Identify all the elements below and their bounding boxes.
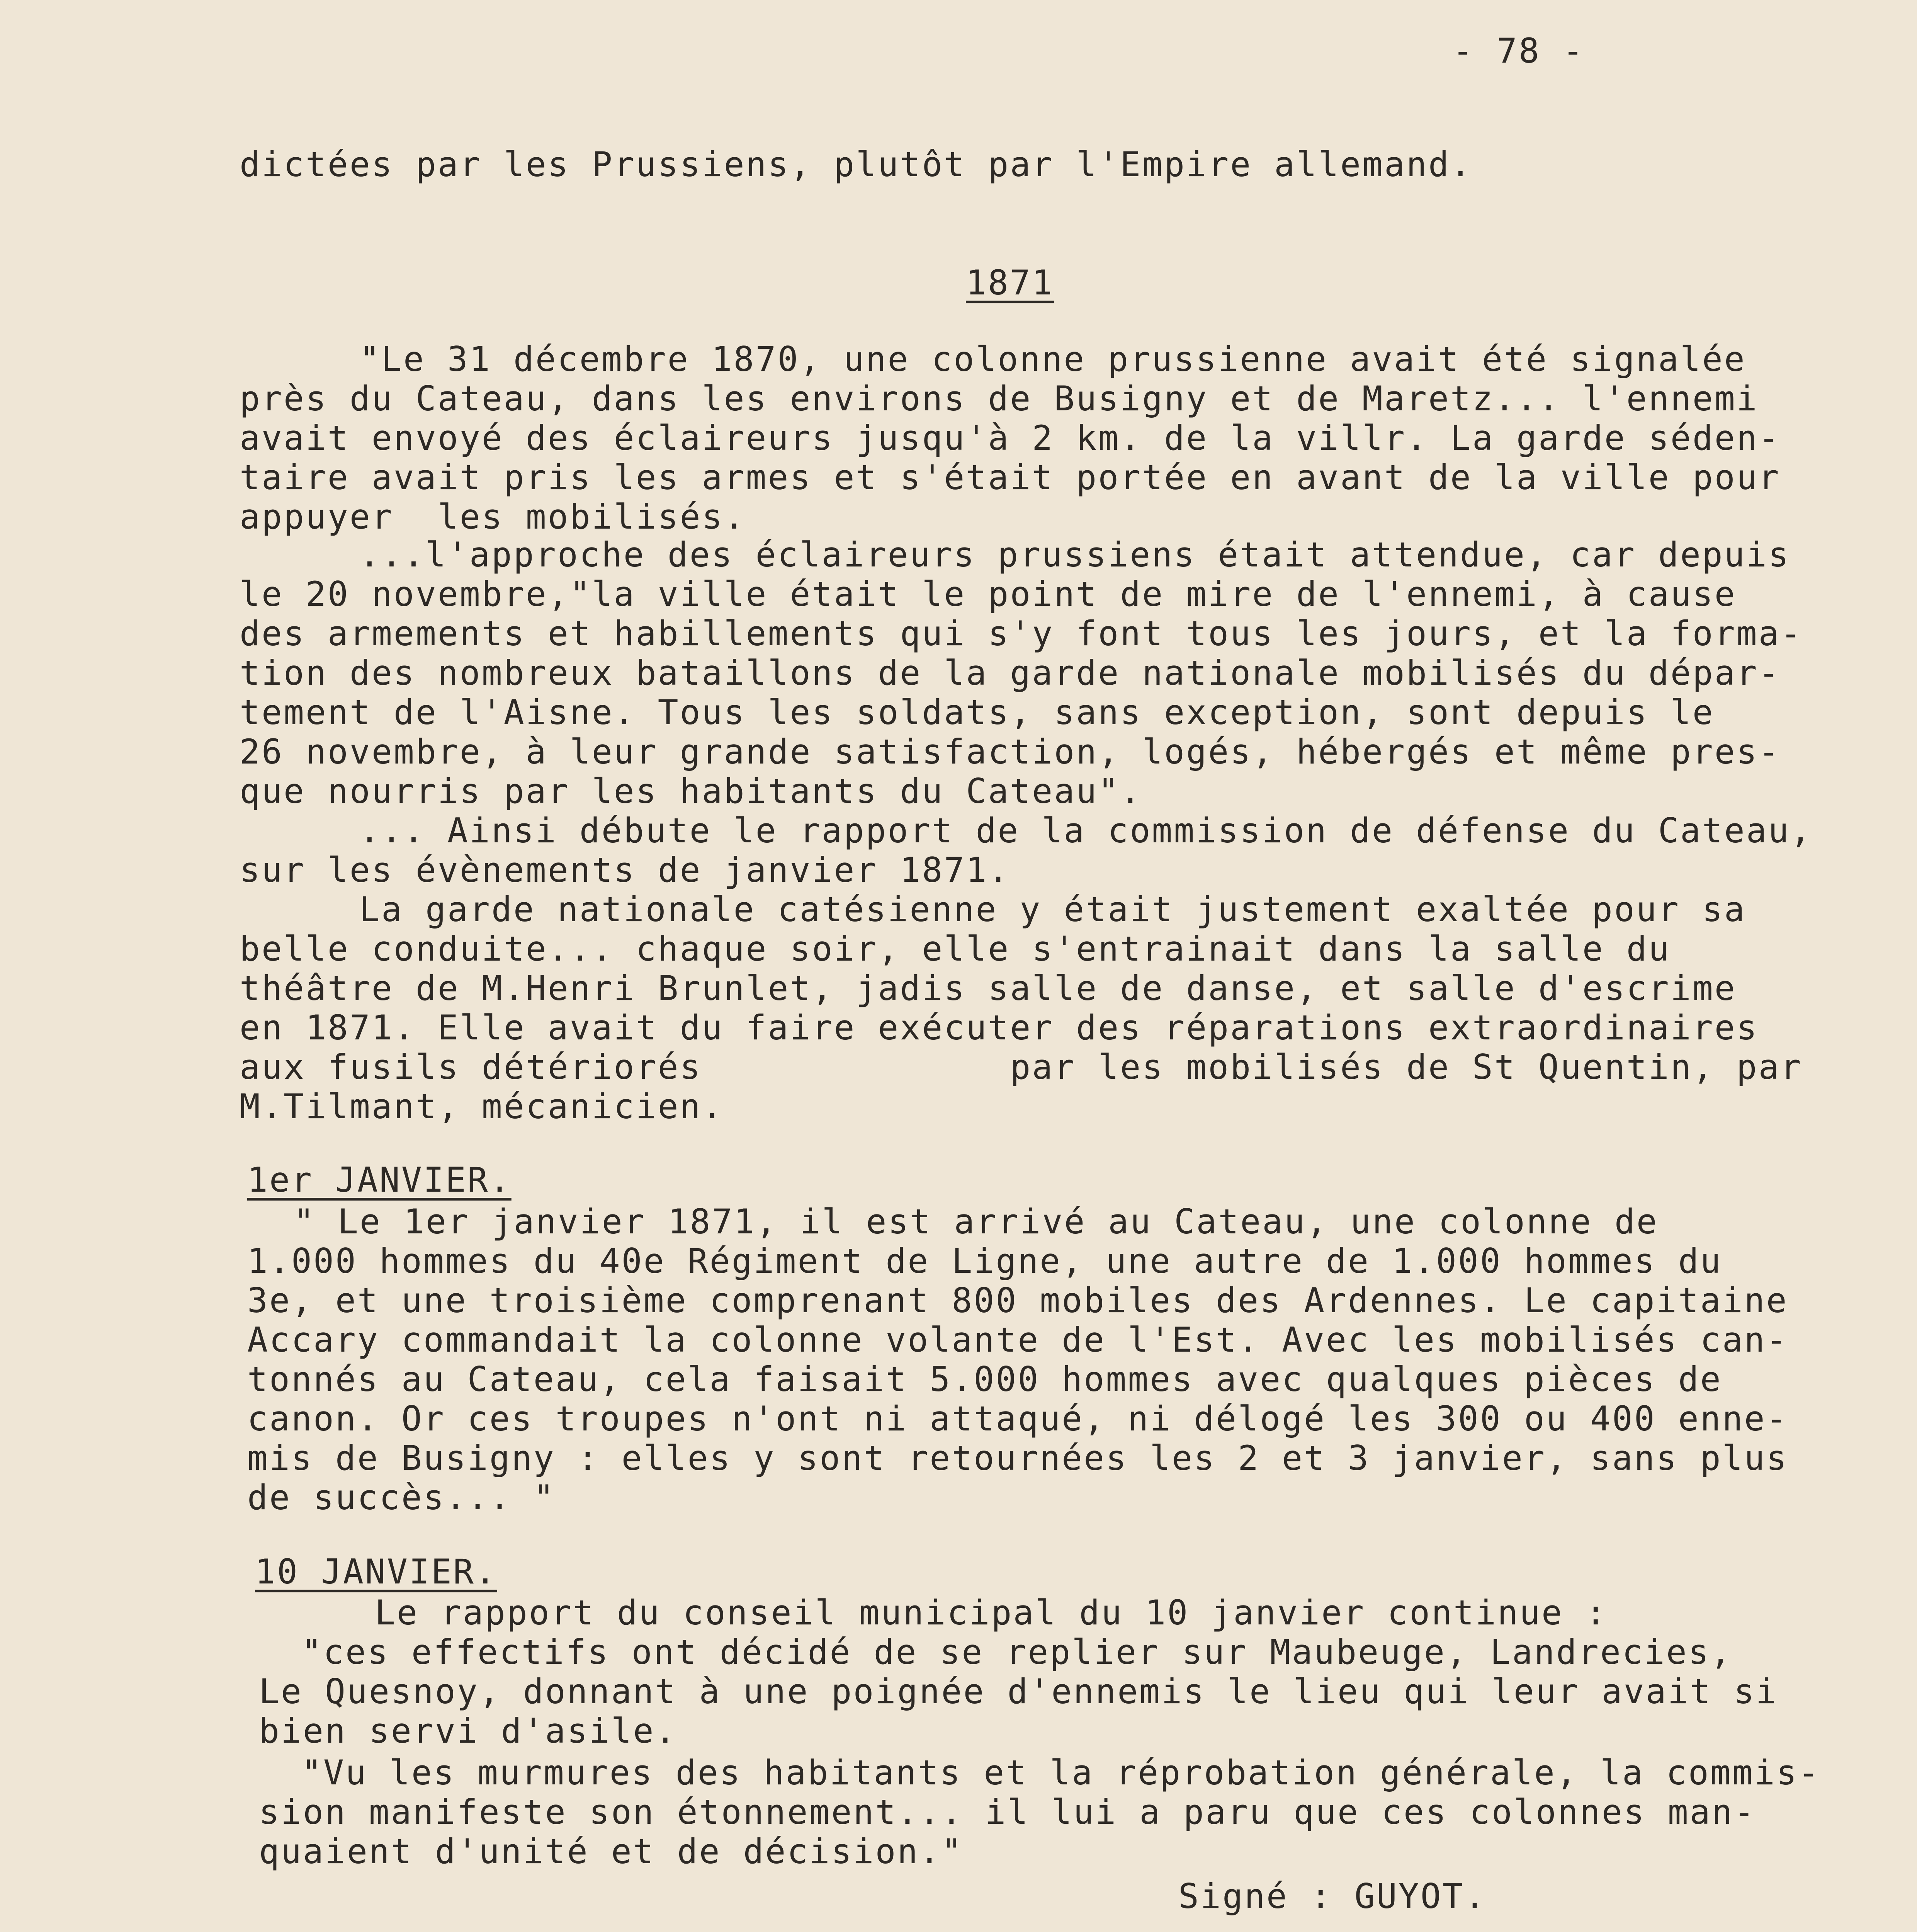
paragraph-1er-janvier-line-5: tonnés au Cateau, cela faisait 5.000 hommes avec qualques pièces de (247, 1359, 1722, 1399)
paragraph-4-line-5: aux fusils détériorés par les mobilisés de St Quentin, par (240, 1047, 1803, 1087)
paragraph-1-line-3: avait envoyé des éclaireurs jusqu'à 2 km. de la villr. La garde séden- (240, 418, 1781, 458)
paragraph-10-janvier-line-1: Le rapport du conseil municipal du 10 janvier continue : (375, 1593, 1608, 1633)
paragraph-10-janvier-line-3: Le Quesnoy, donnant à une poignée d'ennemis le lieu qui leur avait si (259, 1672, 1778, 1711)
paragraph-1er-janvier-line-8: de succès... " (247, 1478, 556, 1517)
heading-10-janvier: 10 JANVIER. (255, 1552, 497, 1592)
paragraph-1-line-4: taire avait pris les armes et s'était portée en avant de la ville pour (240, 457, 1781, 497)
signature: Signé : GUYOT. (1178, 1876, 1487, 1916)
paragraph-4-line-4: en 1871. Elle avait du faire exécuter des réparations extraordinaires (240, 1008, 1759, 1048)
paragraph-10-janvier-line-2: "ces effectifs ont décidé de se replier sur Maubeuge, Landrecies, (301, 1632, 1732, 1672)
paragraph-1er-janvier-line-2: 1.000 hommes du 40e Régiment de Ligne, une autre de 1.000 hommes du (247, 1241, 1722, 1281)
paragraph-2-line-1: ...l'approche des éclaireurs prussiens était attendue, car depuis (359, 535, 1790, 575)
paragraph-1-line-1: "Le 31 décembre 1870, une colonne prussienne avait été signalée (359, 339, 1746, 379)
paragraph-4-line-3: théâtre de M.Henri Brunlet, jadis salle de danse, et salle d'escrime (240, 968, 1737, 1008)
paragraph-10-janvier-line-7: quaient d'unité et de décision." (259, 1832, 964, 1871)
paragraph-1-line-5: appuyer les mobilisés. (240, 497, 746, 537)
paragraph-2-line-3: des armements et habillements qui s'y font tous les jours, et la forma- (240, 614, 1803, 653)
paragraph-1er-janvier-line-6: canon. Or ces troupes n'ont ni attaqué, ni délogé les 300 ou 400 enne- (247, 1399, 1788, 1439)
paragraph-3-line-2: sur les évènements de janvier 1871. (240, 850, 1010, 890)
intro-line: dictées par les Prussiens, plutôt par l'Empire allemand. (240, 145, 1472, 184)
paragraph-2-line-5: tement de l'Aisne. Tous les soldats, sans exception, sont depuis le (240, 692, 1715, 732)
heading-1er-janvier: 1er JANVIER. (247, 1160, 512, 1200)
paragraph-1er-janvier-line-7: mis de Busigny : elles y sont retournées les 2 et 3 janvier, sans plus (247, 1438, 1788, 1478)
paragraph-2-line-7: que nourris par les habitants du Cateau". (240, 771, 1142, 811)
paragraph-3-line-1: ... Ainsi débute le rapport de la commission de défense du Cateau, (359, 811, 1812, 850)
paragraph-4-line-1: La garde nationale catésienne y était justement exaltée pour sa (359, 889, 1746, 929)
paragraph-10-janvier-line-5: "Vu les murmures des habitants et la réprobation générale, la commis- (301, 1753, 1820, 1793)
paragraph-1er-janvier-line-3: 3e, et une troisième comprenant 800 mobiles des Ardennes. Le capitaine (247, 1281, 1788, 1320)
paragraph-2-line-2: le 20 novembre,"la ville était le point de mire de l'ennemi, à cause (240, 574, 1737, 614)
paragraph-10-janvier-line-4: bien servi d'asile. (259, 1711, 677, 1751)
paragraph-2-line-6: 26 novembre, à leur grande satisfaction, logés, hébergés et même pres- (240, 732, 1781, 772)
paragraph-1er-janvier-line-1: " Le 1er janvier 1871, il est arrivé au Cateau, une colonne de (294, 1202, 1659, 1242)
page-number: - 78 - (1453, 31, 1585, 71)
paragraph-1-line-2: près du Cateau, dans les environs de Busigny et de Maretz... l'ennemi (240, 379, 1759, 418)
paragraph-4-line-2: belle conduite... chaque soir, elle s'entrainait dans la salle du (240, 929, 1671, 969)
paragraph-10-janvier-line-6: sion manifeste son étonnement... il lui a paru que ces colonnes man- (259, 1792, 1756, 1832)
paragraph-4-line-6: M.Tilmant, mécanicien. (240, 1087, 724, 1126)
paragraph-1er-janvier-line-4: Accary commandait la colonne volante de l'Est. Avec les mobilisés can- (247, 1320, 1788, 1360)
section-title-1871: 1871 (966, 263, 1054, 303)
paragraph-2-line-4: tion des nombreux bataillons de la garde nationale mobilisés du dépar- (240, 653, 1781, 693)
